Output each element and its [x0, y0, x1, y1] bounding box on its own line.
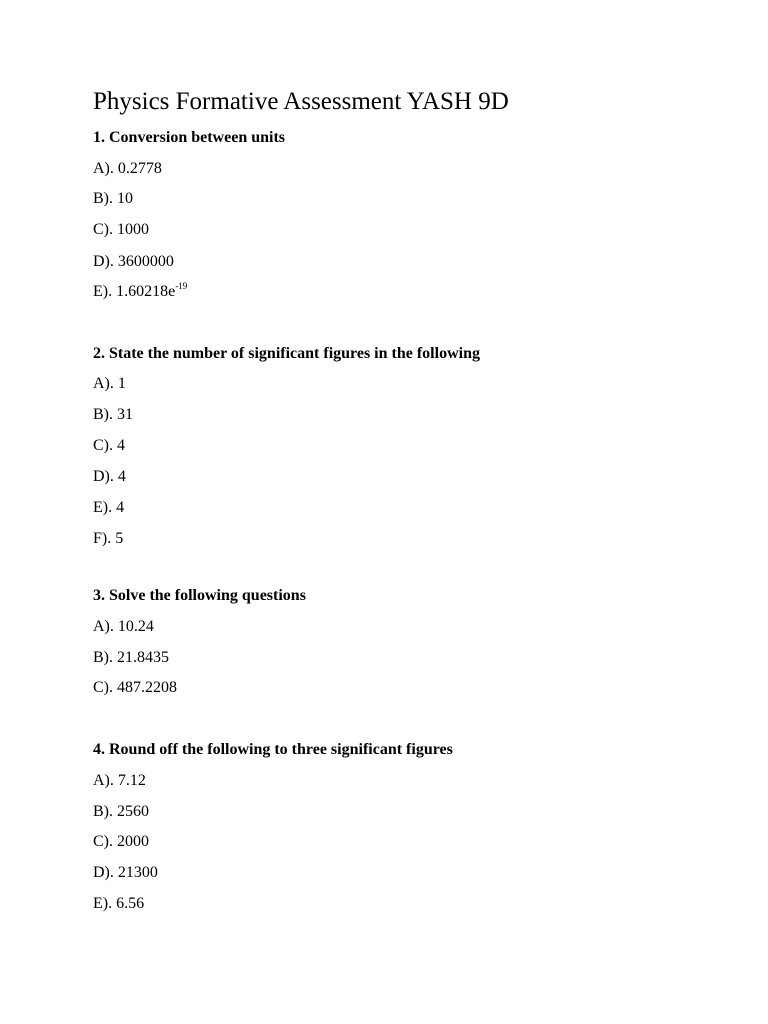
q4-answer-d: D). 21300: [93, 864, 158, 881]
q2-answer-a: A). 1: [93, 375, 126, 392]
question-3-heading: 3. Solve the following questions: [93, 587, 306, 604]
question-4-heading: 4. Round off the following to three significant figures: [93, 741, 453, 758]
q4-answer-b: B). 2560: [93, 803, 149, 820]
q2-answer-f: F). 5: [93, 530, 124, 547]
q4-answer-c: C). 2000: [93, 833, 149, 850]
q1-answer-e: [93, 282, 187, 302]
q1-answer-b: B). 10: [93, 190, 133, 207]
q3-answer-c: C). 487.2208: [93, 679, 177, 696]
q2-answer-c: C). 4: [93, 437, 125, 454]
q3-answer-b: B). 21.8435: [93, 649, 169, 666]
q1-answer-e-exponent: -19: [175, 281, 188, 291]
q1-answer-e-text: E). 1.60218e: [93, 283, 176, 300]
page-title: Physics Formative Assessment YASH 9D: [93, 88, 509, 115]
q4-answer-e: E). 6.56: [93, 895, 145, 912]
q2-answer-d: D). 4: [93, 468, 126, 485]
question-1-heading: 1. Conversion between units: [93, 129, 286, 146]
question-2-heading: 2. State the number of significant figures in the following: [93, 345, 480, 362]
q3-answer-a: A). 10.24: [93, 618, 154, 635]
q1-answer-c: C). 1000: [93, 221, 149, 238]
q4-answer-a: A). 7.12: [93, 772, 146, 789]
q2-answer-b: B). 31: [93, 406, 133, 423]
q1-answer-d: D). 3600000: [93, 253, 174, 270]
q2-answer-e: E). 4: [93, 499, 125, 516]
q1-answer-a: A). 0.2778: [93, 160, 162, 177]
